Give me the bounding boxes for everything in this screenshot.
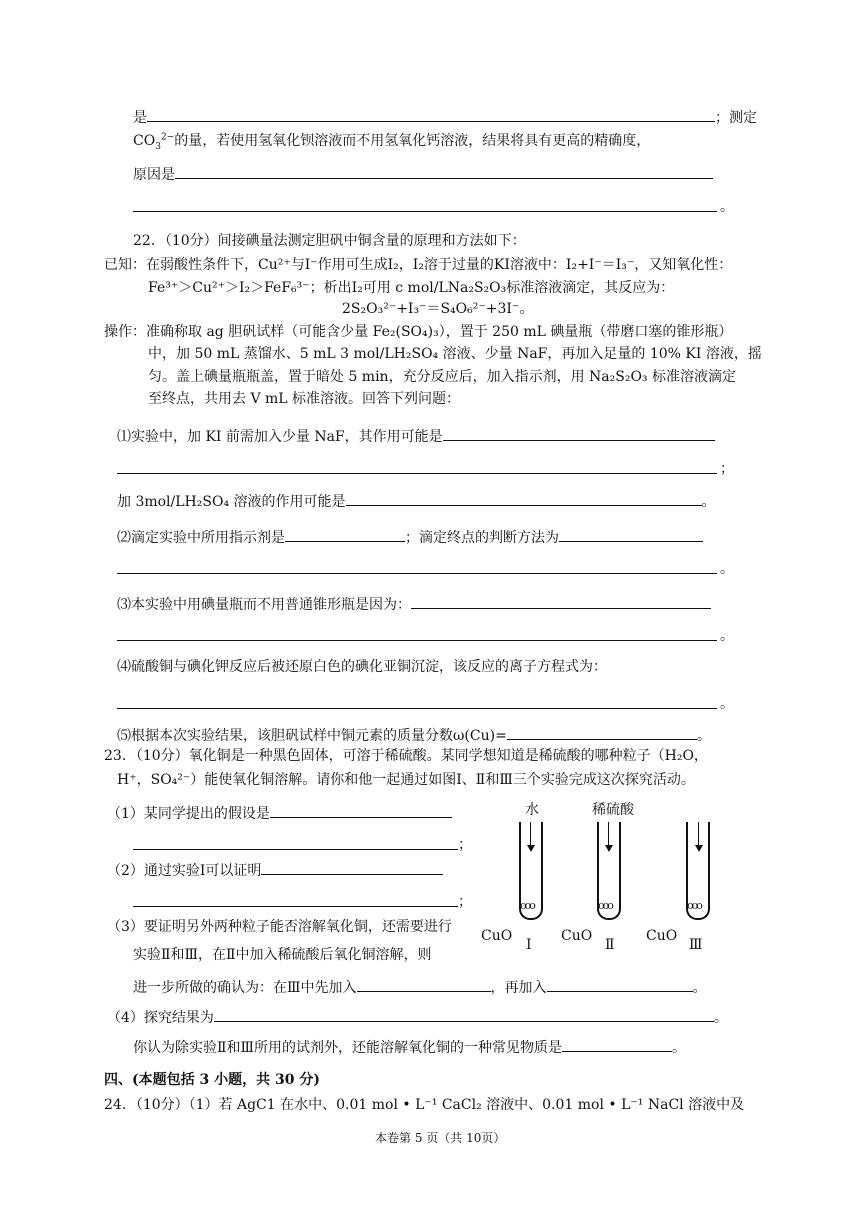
period: 。	[720, 628, 734, 644]
end-mark: 。	[720, 199, 734, 215]
q23-s3-1: （3）要证明另外两种粒子能否溶解氧化铜，还需要进行	[107, 919, 452, 935]
answer-blank[interactable]	[559, 527, 703, 542]
answer-line[interactable]	[117, 473, 717, 474]
period: 。	[720, 561, 734, 577]
semicolon: ；	[458, 894, 472, 910]
answer-blank[interactable]	[175, 164, 713, 179]
cuo-particles: ooo	[520, 899, 534, 912]
answer-blank[interactable]	[285, 527, 405, 542]
q23-s4: （4）探究结果为 。	[107, 1007, 728, 1027]
answer-line[interactable]	[133, 849, 458, 850]
q22-known-1: 已知：在弱酸性条件下，Cu²⁺与I⁻作用可生成I₂，I₂溶于过量的KI溶液中：I₂+I⁻＝I₃⁻，又知氧化性：	[104, 257, 733, 273]
q23-s3-3: 进一步所做的确认为：在Ⅲ中先加入 ，再加入 。	[133, 977, 707, 997]
cuo-particles: ooo	[598, 899, 612, 912]
answer-blank[interactable]	[547, 977, 693, 992]
top-line-3: 原因是	[133, 164, 713, 184]
answer-blank[interactable]	[214, 1007, 714, 1022]
cuo-particles: ooo	[687, 899, 701, 912]
answer-line[interactable]	[133, 211, 717, 212]
answer-blank[interactable]	[261, 860, 443, 875]
answer-blank[interactable]	[346, 491, 702, 506]
q22-known-3: 2S₂O₃²⁻+I₃⁻＝S₄O₆²⁻+3I⁻。	[342, 301, 534, 317]
q22-op-1: 操作：准确称取 ag 胆矾试样（可能含少量 Fe₂(SO₄)₃），置于 250 mL 碘量瓶（带磨口塞的锥形瓶）	[104, 324, 733, 340]
tube-label-1: Ⅰ	[526, 937, 532, 953]
answer-blank[interactable]	[147, 107, 715, 122]
page-footer: 本卷第 5 页（共 10页）	[375, 1131, 506, 1145]
top-line-2: $CO_3^{2-}$的量，若使用氢氧化钡溶液而不用氢氧化钙溶液，结果将具有更高的精确度，	[133, 132, 651, 152]
q22-p2: ⑵滴定实验中所用指示剂是 ；滴定终点的判断方法为	[117, 527, 703, 547]
answer-line[interactable]	[133, 906, 458, 907]
q24-line-1: 24．（10分）（1）若 AgC1 在水中、0.01 mol • L⁻¹ CaCl₂ 溶液中、0.01 mol • L⁻¹ NaCl 溶液中及	[104, 1097, 745, 1113]
q22-p3: ⑶本实验中用碘量瓶而不用普通锥形瓶是因为：	[117, 594, 711, 614]
tube-label-3: Ⅲ	[689, 937, 703, 953]
q23-s2: （2）通过实验Ⅰ可以证明	[107, 860, 443, 880]
q22-p1: ⑴实验中，加 KI 前需加入少量 NaF，其作用可能是	[117, 426, 715, 446]
q22-p4: ⑷硫酸铜与碘化钾反应后被还原白色的碘化亚铜沉淀，该反应的离子方程式为：	[117, 659, 607, 675]
answer-line[interactable]	[117, 640, 717, 641]
cuo-label-1: CuO	[481, 928, 513, 944]
q22-op-4: 至终点，共用去 V mL 标准溶液。回答下列问题：	[148, 391, 461, 407]
q22-op-2: 中，加 50 mL 蒸馏水、5 mL 3 mol/LH₂SO₄ 溶液、少量 NaF，再加入足量的 10% KI 溶液，摇	[148, 346, 762, 362]
semicolon: ；	[458, 837, 472, 853]
cuo-label-2: CuO	[561, 928, 593, 944]
answer-blank[interactable]	[443, 426, 715, 441]
semicolon: ；	[720, 461, 734, 477]
q22-op-3: 匀。盖上碘量瓶瓶盖，置于暗处 5 min，充分反应后，加入指示剂，用 Na₂S₂O₃ 标准溶液滴定	[148, 369, 736, 385]
q23-s3-2: 实验Ⅱ和Ⅲ，在Ⅱ中加入稀硫酸后氧化铜溶解，则	[133, 947, 432, 963]
answer-blank[interactable]	[411, 594, 711, 609]
top-line-1: 是 ；测定	[133, 107, 757, 127]
answer-line[interactable]	[117, 573, 717, 574]
q22-known-2: Fe³⁺＞Cu²⁺＞I₂＞FeF₆³⁻；析出I₂可用 c mol/LNa₂S₂O₃标准溶液滴定，其反应为：	[148, 280, 675, 296]
q23-s4b: 你认为除实验Ⅱ和Ⅲ所用的试剂外，还能溶解氧化铜的一种常见物质是 。	[133, 1037, 686, 1057]
q22-heading: 22．（10分）间接碘量法测定胆矾中铜含量的原理和方法如下：	[133, 233, 526, 249]
answer-blank[interactable]	[507, 725, 697, 740]
q23-s1: （1）某同学提出的假设是	[107, 803, 452, 823]
cuo-label-3: CuO	[646, 928, 678, 944]
q22-p5: ⑸根据本次实验结果，该胆矾试样中铜元素的质量分数ω(Cu)= 。	[117, 725, 711, 745]
label-dilute-sulfuric-acid: 稀硫酸	[592, 802, 634, 818]
q22-p1b: 加 3mol/LH₂SO₄ 溶液的作用可能是 。	[117, 491, 716, 511]
answer-blank[interactable]	[270, 803, 452, 818]
q23-heading-2: H⁺，SO₄²⁻）能使氧化铜溶解。请你和他一起通过如图Ⅰ、Ⅱ和Ⅲ三个实验完成这次探究活动。	[117, 772, 695, 788]
section-4-heading: 四、(本题包括 3 小题，共 30 分)	[104, 1072, 320, 1088]
answer-blank[interactable]	[562, 1037, 672, 1052]
answer-blank[interactable]	[357, 977, 491, 992]
tube-label-2: Ⅱ	[605, 937, 615, 953]
period: 。	[720, 696, 734, 712]
label-water: 水	[525, 802, 539, 818]
answer-line[interactable]	[117, 708, 717, 709]
q23-heading-1: 23．（10分）氧化铜是一种黑色固体，可溶于稀硫酸。某同学想知道是稀硫酸的哪种粒子（H₂O，	[104, 748, 708, 764]
